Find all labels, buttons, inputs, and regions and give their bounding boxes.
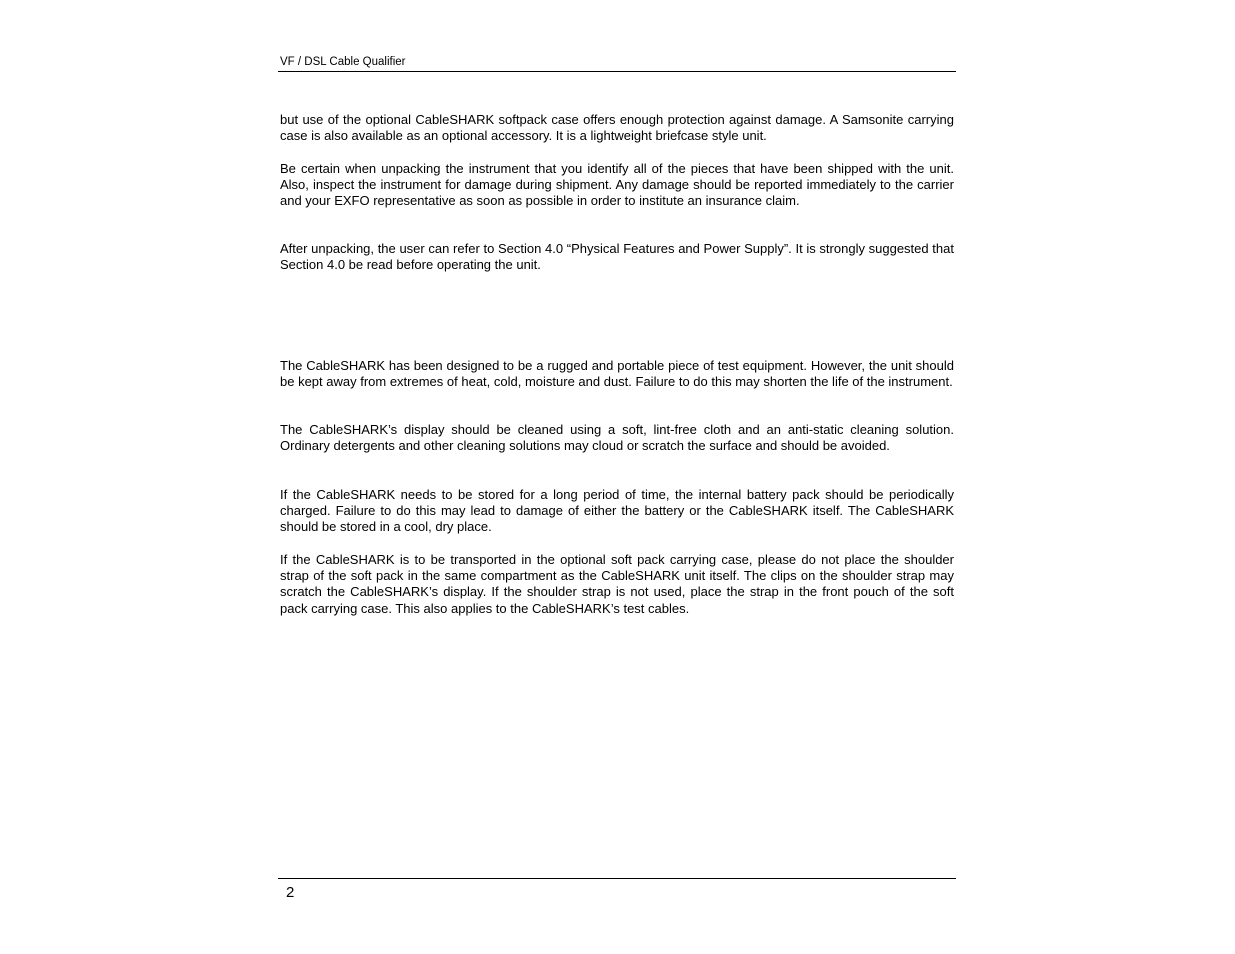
body-paragraph-6: If the CableSHARK needs to be stored for a long period of time, the internal battery pack should be periodically charged. Failure to do this may lead to damage of either the battery or the CableSHARK itself. The CableSHARK should be stored in a cool, dry place.: [280, 487, 954, 535]
running-header: VF / DSL Cable Qualifier: [280, 56, 406, 68]
body-paragraph-4: The CableSHARK has been designed to be a rugged and portable piece of test equipment. However, the unit should be kept away from extremes of heat, cold, moisture and dust. Failure to do this may shorten the life of the instrument.: [280, 358, 954, 390]
body-paragraph-7: If the CableSHARK is to be transported in the optional soft pack carrying case, please do not place the shoulder strap of the soft pack in the same compartment as the CableSHARK unit itself. The clips on the shoulder strap may scratch the CableSHARK’s display. If the shoulder strap is not used, place the strap in the front pouch of the soft pack carrying case. This also applies to the CableSHARK’s test cables.: [280, 552, 954, 616]
footer-divider: [278, 878, 956, 879]
header-divider: [278, 71, 956, 72]
body-paragraph-5: The CableSHARK’s display should be cleaned using a soft, lint-free cloth and an anti-static cleaning solution. Ordinary detergents and other cleaning solutions may cloud or scratch the surface and should be avoided.: [280, 422, 954, 454]
body-paragraph-2: Be certain when unpacking the instrument that you identify all of the pieces that have been shipped with the unit. Also, inspect the instrument for damage during shipment. Any damage should be reported immediately to the carrier and your EXFO representative as soon as possible in order to institute an insurance claim.: [280, 161, 954, 209]
page-number: 2: [286, 884, 295, 901]
body-paragraph-1: but use of the optional CableSHARK softpack case offers enough protection against damage. A Samsonite carrying case is also available as an optional accessory. It is a lightweight briefcase style unit.: [280, 112, 954, 144]
body-paragraph-3: After unpacking, the user can refer to Section 4.0 “Physical Features and Power Supply”. It is strongly suggested that Section 4.0 be read before operating the unit.: [280, 241, 954, 273]
